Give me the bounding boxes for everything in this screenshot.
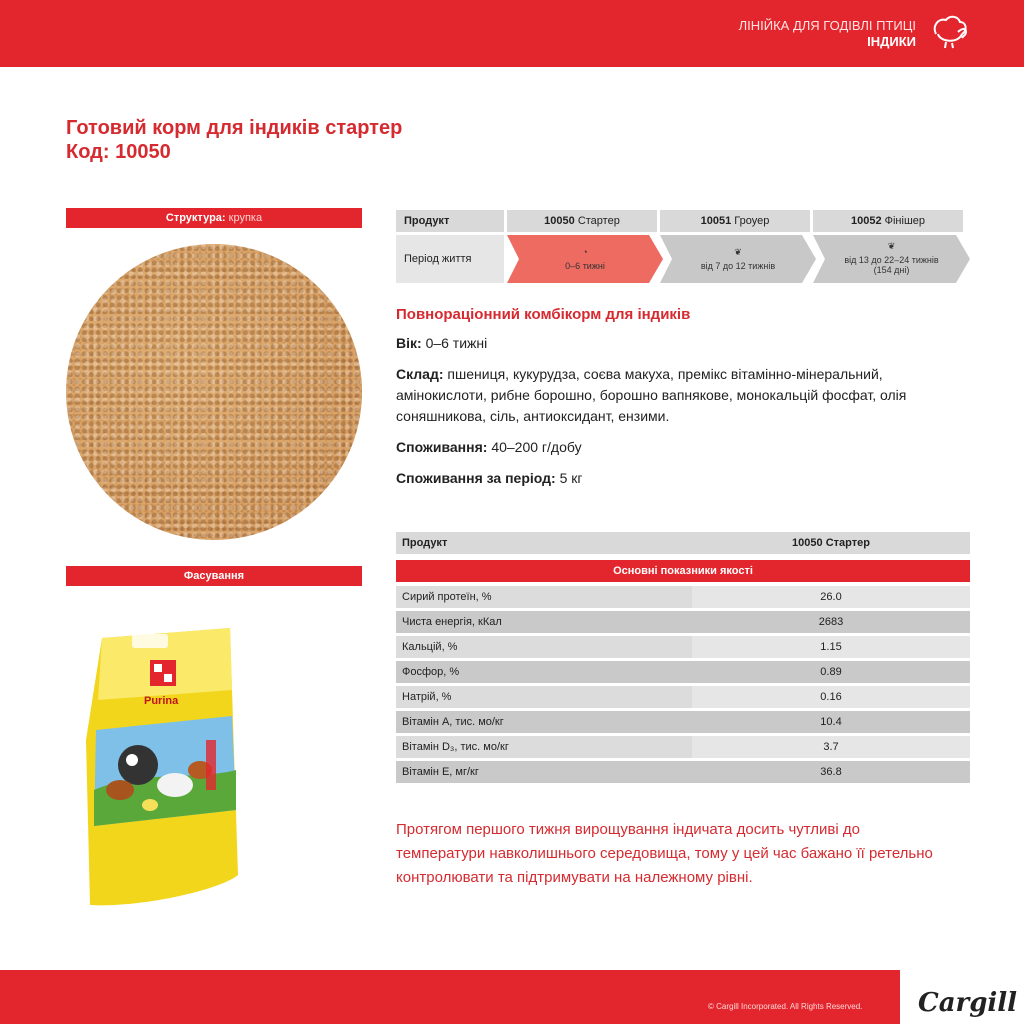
description-heading: Повнораціонний комбікорм для індиків — [396, 306, 691, 323]
period-10052-days: (154 дні) — [873, 265, 910, 275]
page-title — [66, 116, 402, 164]
period-10051: від 7 до 12 тижнів — [700, 261, 776, 271]
quality-param-value: 0.16 — [692, 686, 970, 708]
quality-header-product: Продукт — [402, 537, 448, 549]
feed-bag-image — [80, 620, 245, 920]
period-10052: від 13 до 22–24 тижнів — [844, 255, 939, 265]
young-turkey-icon: ❦ — [734, 247, 742, 257]
period-chevron-10050 — [507, 235, 663, 283]
quality-param-name: Чиста енергія, кКал — [396, 611, 692, 633]
period-chevron-10051 — [660, 235, 816, 283]
consumption-line: Споживання: 40–200 г/добу — [396, 439, 582, 455]
table-row — [396, 761, 970, 783]
care-note: Протягом першого тижня вирощування індичата досить чутливі до температури навколишнього середовища, тому у цей час бажано її ретельно контролювати та підтримувати на належному рівні. — [396, 821, 933, 886]
structure-label-text: Структура: — [165, 212, 226, 224]
product-header-label: Продукт — [396, 210, 504, 232]
quality-param-name: Натрій, % — [396, 686, 692, 708]
bag-brand: Purina — [144, 695, 179, 707]
quality-table — [396, 532, 970, 786]
quality-param-name: Сирий протеїн, % — [396, 586, 692, 608]
product-header-10050: 10050 Стартер — [507, 210, 657, 232]
quality-param-name: Вітамін D₃, тис. мо/кг — [396, 736, 692, 758]
quality-param-value: 10.4 — [692, 711, 970, 733]
period-label: Період життя — [396, 235, 504, 283]
product-table — [396, 210, 970, 283]
quality-section-title: Основні показники якості — [396, 560, 970, 582]
table-row — [396, 736, 970, 758]
table-row — [396, 661, 970, 683]
product-header-row — [396, 210, 970, 232]
quality-param-value: 1.15 — [692, 636, 970, 658]
packaging-label: Фасування — [66, 566, 362, 586]
table-row — [396, 711, 970, 733]
chick-icon: ◔ — [582, 247, 588, 257]
quality-param-value: 2683 — [692, 611, 970, 633]
title-code: Код: 10050 — [66, 141, 171, 163]
structure-value: крупка — [228, 212, 263, 224]
turkey-icon — [928, 12, 972, 52]
quality-header-row — [396, 532, 970, 554]
quality-param-value: 26.0 — [692, 586, 970, 608]
quality-param-name: Вітамін А, тис. мо/кг — [396, 711, 692, 733]
quality-param-name: Кальцій, % — [396, 636, 692, 658]
adult-turkey-icon: ❦ — [887, 241, 896, 251]
period-row — [396, 235, 970, 283]
table-row — [396, 611, 970, 633]
quality-param-name: Вітамін Е, мг/кг — [396, 761, 692, 783]
header-caption — [739, 18, 916, 50]
quality-param-value: 3.7 — [692, 736, 970, 758]
quality-param-name: Фосфор, % — [396, 661, 692, 683]
header-line2: ІНДИКИ — [867, 34, 916, 49]
product-header-10051: 10051 Гроуер — [660, 210, 810, 232]
table-row — [396, 586, 970, 608]
header-line1: ЛІНІЙКА ДЛЯ ГОДІВЛІ ПТИЦІ — [738, 18, 916, 33]
quality-param-value: 36.8 — [692, 761, 970, 783]
product-description — [396, 304, 956, 499]
footer-bar — [0, 970, 900, 1024]
title-main: Готовий корм для індиків стартер — [66, 117, 403, 139]
period-10050: 0–6 тижні — [565, 261, 605, 271]
quality-param-value: 0.89 — [692, 661, 970, 683]
structure-label — [66, 208, 362, 228]
period-consumption-line: Споживання за період: 5 кг — [396, 470, 583, 486]
table-row — [396, 686, 970, 708]
feed-pellets-image — [66, 244, 362, 540]
copyright: © Cargill Incorporated. All Rights Reserved. — [708, 1002, 863, 1011]
composition-line: Склад: пшениця, кукурудза, соєва макуха, премікс вітамінно-мінеральний, амінокислоти, рибне борошно, борошно вапнякове, монокальцій фосфат, олія соняшникова, сіль, антиоксидант, ензими. — [396, 366, 907, 424]
period-chevron-10052 — [813, 235, 970, 283]
table-row — [396, 636, 970, 658]
age-line: Вік: 0–6 тижні — [396, 335, 488, 351]
cargill-logo: Cargill — [918, 988, 1018, 1018]
quality-header-value: 10050 Стартер — [792, 537, 870, 549]
product-header-10052: 10052 Фінішер — [813, 210, 963, 232]
